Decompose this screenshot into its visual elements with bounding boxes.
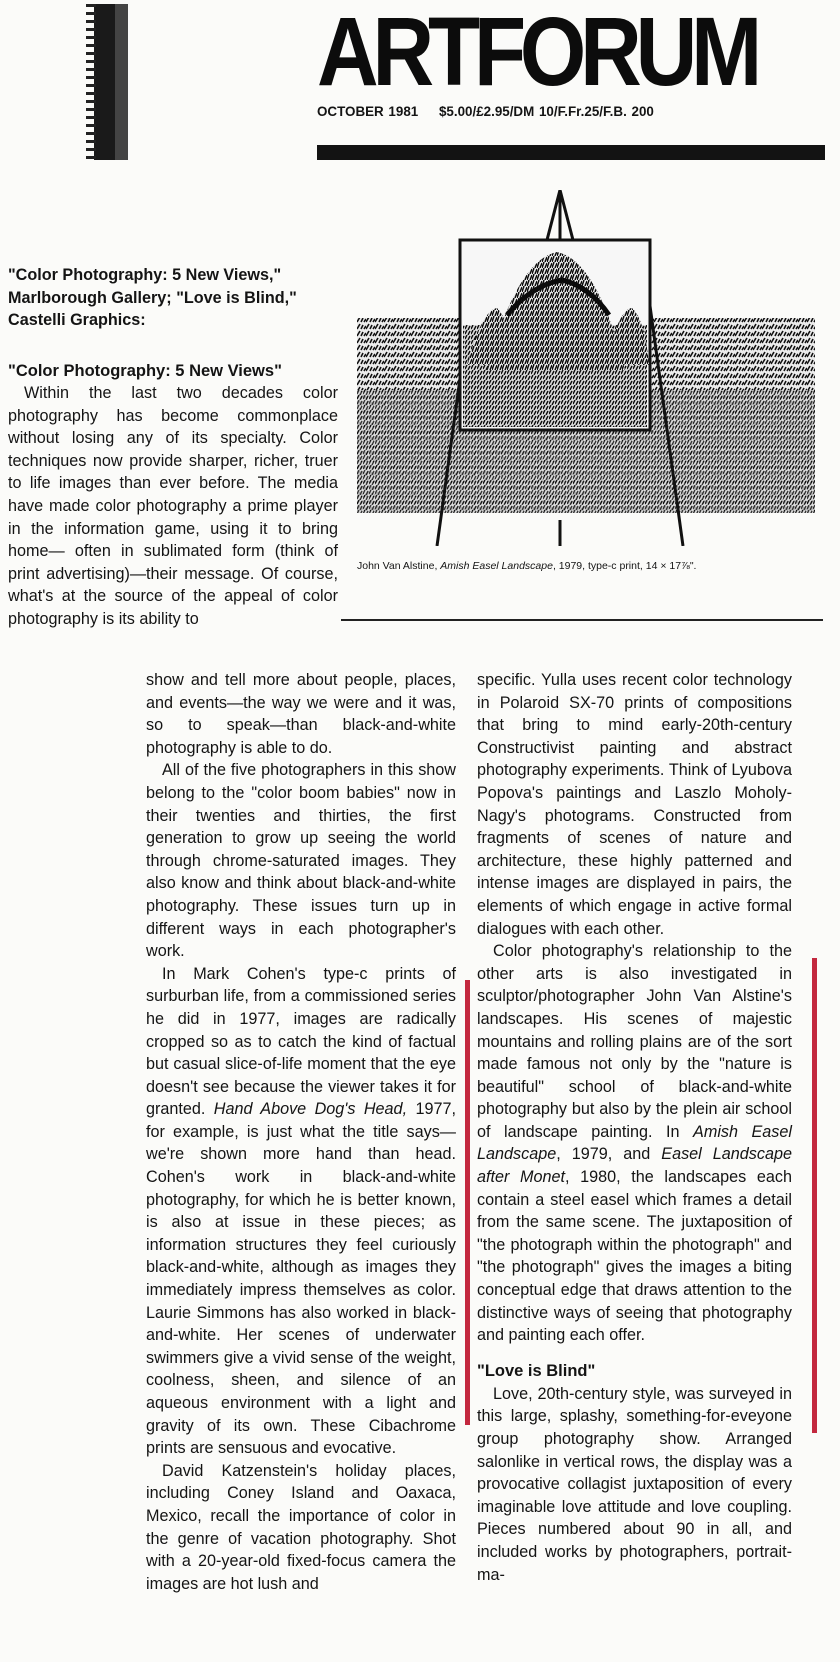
intro-column	[8, 382, 338, 631]
issue-price: $5.00/£2.95/DM 10/F.Fr.25/F.B. 200	[438, 104, 654, 119]
right-column	[477, 669, 792, 1586]
binding-edge	[86, 4, 96, 160]
highlight-bar-left	[465, 980, 470, 1425]
section-heading-color-photography: "Color Photography: 5 New Views"	[8, 362, 282, 380]
caption-details: , 1979, type-c print, 14 × 17⅞".	[552, 560, 697, 572]
paragraph-mark-cohen	[146, 963, 456, 1460]
intro-paragraph: Within the last two decades color photography has become commonplace without losing any of its specialty. Color techniques now provide sharper, richer, truer to life images than ever before. The media have made color photography a prime player in the information game, using it to bring home— often in sublimated form (think of print advertising)—their message. Of course, what's at the source of the appeal of color photography is its ability to	[8, 384, 338, 628]
issue-date: OCTOBER 1981	[317, 104, 419, 119]
photo-caption	[357, 560, 696, 572]
amish-easel-landscape-photo	[357, 190, 815, 546]
masthead-logo: ARTFORUM	[317, 0, 757, 106]
text-segment: In Mark Cohen's type-c prints of surburban life, from a commissioned series he did in 1977, images are radically cropped so as to catch the kind of factual but casual slice-of-life moment that the eye doesn't see because the viewer takes it for granted.	[146, 964, 456, 1119]
caption-title: Amish Easel Landscape	[440, 560, 553, 572]
artwork-title: Amish Easel Landscape	[477, 1122, 793, 1164]
paragraph-yulla: specific. Yulla uses recent color technology in Polaroid SX-70 prints of compositions that bring to mind early-20th-century Constructivist painting and abstract photography experiments. Think of Lyubova Popova's paintings and Laszlo Moholy-Nagy's photograms. Constructed from fragments of scenes of nature and architecture, these highly patterned and intense images are displayed in pairs, the elements of which engage in active formal dialogues with each other.	[477, 671, 792, 938]
paragraph-continuation: show and tell more about people, places, and events—the way we were and it was, so to speak—than black-and-white photography is able to do.	[146, 671, 456, 757]
paragraph-color-boom: All of the five photographers in this show belong to the "color boom babies" now in their twenties and thirties, the first generation to grow up seeing the world through chrome-saturated images. They also know and think about black-and-white photography. These issues turn up in different ways in each photographer's work.	[146, 761, 456, 961]
review-heading: "Color Photography: 5 New Views," Marlborough Gallery; "Love is Blind," Castelli Graphics:	[8, 266, 297, 329]
highlight-bar-right	[812, 958, 817, 1433]
issue-line	[317, 104, 654, 119]
section-heading-love-is-blind: "Love is Blind"	[477, 1361, 596, 1380]
text-segment: Color photography's relationship to the other arts is also investigated in sculptor/photographer John Van Alstine's landscapes. His scenes of majestic mountains and rolling plains are of the sort made famous not only by the "nature is beautiful" school of black-and-white photography but also by the plein air school of landscape painting. In	[477, 942, 792, 1141]
caption-artist: John Van Alstine,	[357, 560, 441, 572]
caption-rule	[341, 619, 823, 621]
middle-column	[146, 669, 456, 1595]
masthead-rule	[317, 145, 825, 160]
paragraph-katzenstein: David Katzenstein's holiday places, including Coney Island and Oaxaca, Mexico, recall the importance of color in the genre of vacation photography. Shot with a 20-year-old fixed-focus camera the images are hot lush and	[146, 1461, 456, 1593]
paragraph-love-is-blind: Love, 20th-century style, was surveyed in this large, splashy, something-for-eveyone group photography show. Arranged salonlike in vertical rows, the display was a provocative collagist juxtaposition of every imaginable love attitude and love coupling. Pieces numbered about 90 in all, and included works by photographers, portrait-ma-	[477, 1384, 792, 1584]
paragraph-van-alstine	[477, 940, 792, 1347]
artwork-title: Easel Landscape after Monet	[477, 1145, 792, 1187]
text-segment: , 1979, and	[556, 1145, 662, 1164]
artwork-title: Hand Above Dog's Head,	[213, 1100, 408, 1119]
text-segment: 1977, for example, is just what the title says—we're shown more hand than head. Cohen's work in black-and-white photography, for which he is better known, is also at issue in these pieces; as information structures they feel curiously black-and-white, although as images they immediately impress themselves as color. Laurie Simmons has also worked in black-and-white. Her scenes of underwater swimmers give a vivid sense of the weight, coolness, sheen, and silence of an aqueous environment with a light and gravity of its own. These Cibachrome prints are sensuous and evocative.	[146, 1100, 456, 1458]
text-segment: , 1980, the landscapes each contain a steel easel which frames a detail from the same scene. The juxtaposition of "the photograph within the photograph" and "the photograph" gives the images a biting conceptual edge that draws attention to the distinctive ways of seeing that photography and painting each offer.	[477, 1168, 792, 1345]
magazine-spine-edge	[94, 4, 128, 160]
